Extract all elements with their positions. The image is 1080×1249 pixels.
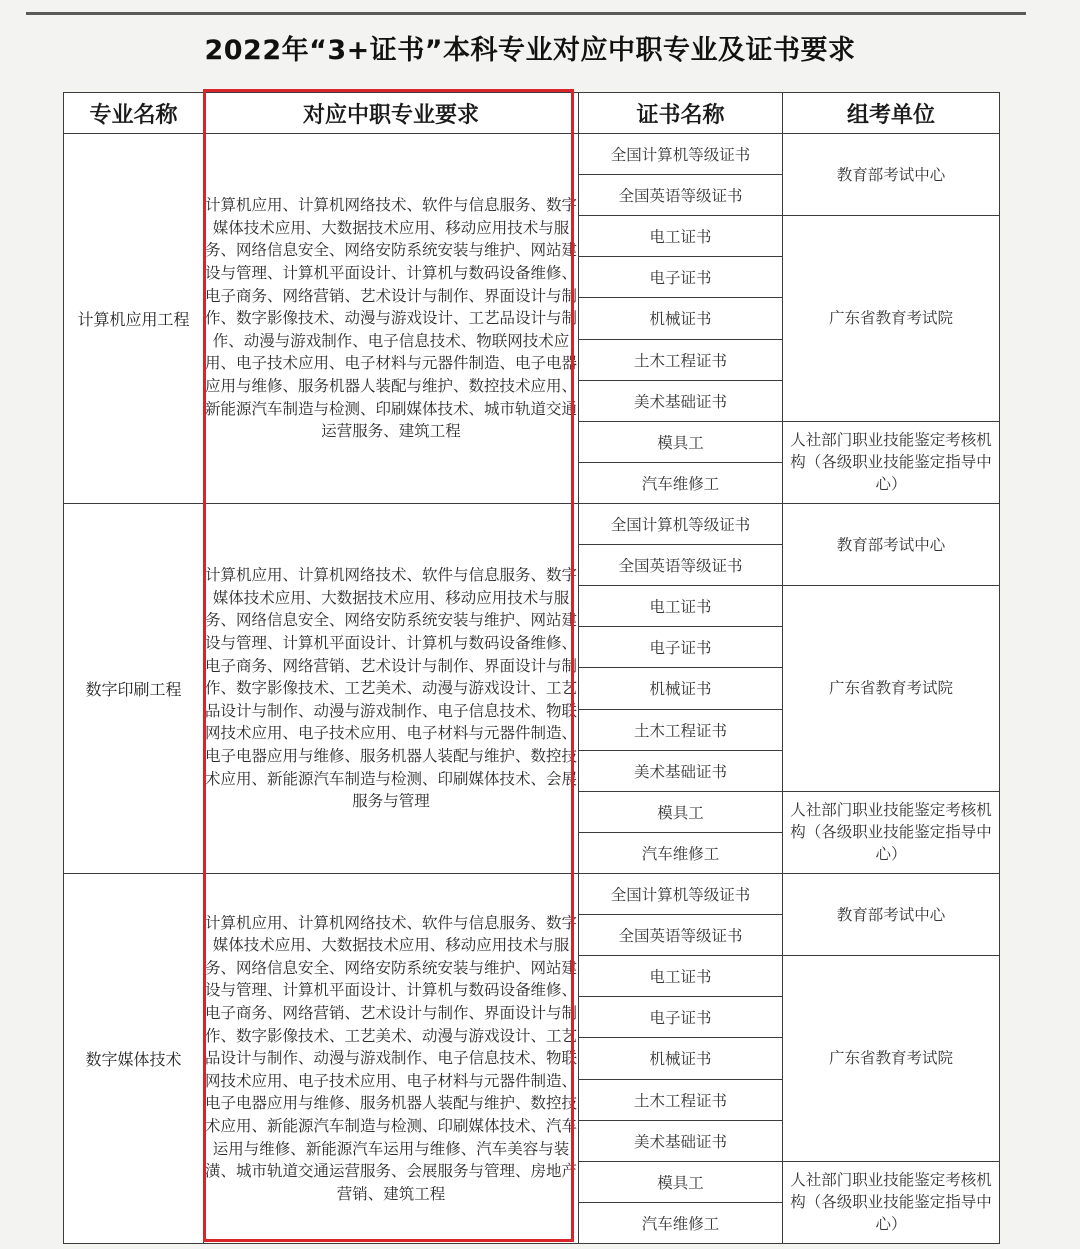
certificate-name: 电子证书 [579, 627, 783, 668]
certificate-name: 全国计算机等级证书 [579, 134, 783, 175]
certificate-name: 电工证书 [579, 216, 783, 257]
certificate-name: 美术基础证书 [579, 750, 783, 791]
requirements-table [63, 92, 1000, 1244]
major-name: 计算机应用工程 [64, 134, 204, 504]
major-name: 数字印刷工程 [64, 503, 204, 873]
certificate-name: 汽车维修工 [579, 832, 783, 873]
certificate-name: 电子证书 [579, 997, 783, 1038]
header-exam-unit: 组考单位 [783, 93, 1000, 134]
vocational-requirement: 计算机应用、计算机网络技术、软件与信息服务、数字媒体技术应用、大数据技术应用、移动应用技术与服务、网络信息安全、网络安防系统安装与维护、网站建设与管理、计算机平面设计、计算机与数码设备维修、电子商务、网络营销、艺术设计与制作、界面设计与制作、数字影像技术、动漫与游戏设计、工艺品设计与制作、动漫与游戏制作、电子信息技术、物联网技术应用、电子技术应用、电子材料与元器件制造、电子电器应用与维修、服务机器人装配与维护、数控技术应用、新能源汽车制造与检测、印刷媒体技术、城市轨道交通运营服务、建筑工程 [204, 134, 579, 504]
certificate-name: 土木工程证书 [579, 339, 783, 380]
certificate-name: 模具工 [579, 421, 783, 462]
certificate-name: 机械证书 [579, 668, 783, 709]
major-name: 数字媒体技术 [64, 873, 204, 1243]
certificate-name: 美术基础证书 [579, 380, 783, 421]
exam-unit: 人社部门职业技能鉴定考核机构（各级职业技能鉴定指导中心） [783, 421, 1000, 503]
table-row [64, 873, 1000, 914]
table-body [64, 134, 1000, 1244]
certificate-name: 全国计算机等级证书 [579, 503, 783, 544]
exam-unit: 广东省教育考试院 [783, 216, 1000, 422]
header-certificate: 证书名称 [579, 93, 783, 134]
certificate-name: 电工证书 [579, 956, 783, 997]
exam-unit: 教育部考试中心 [783, 134, 1000, 216]
table-row [64, 503, 1000, 544]
document-title: 2022年“3+证书”本科专业对应中职专业及证书要求 [204, 35, 856, 66]
certificate-name: 汽车维修工 [579, 1202, 783, 1243]
header-requirement: 对应中职专业要求 [204, 93, 579, 134]
certificate-name: 电子证书 [579, 257, 783, 298]
certificate-name: 土木工程证书 [579, 1079, 783, 1120]
certificate-name: 土木工程证书 [579, 709, 783, 750]
certificate-name: 模具工 [579, 791, 783, 832]
exam-unit: 教育部考试中心 [783, 503, 1000, 585]
vocational-requirement: 计算机应用、计算机网络技术、软件与信息服务、数字媒体技术应用、大数据技术应用、移动应用技术与服务、网络信息安全、网络安防系统安装与维护、网站建设与管理、计算机平面设计、计算机与数码设备维修、电子商务、网络营销、艺术设计与制作、界面设计与制作、数字影像技术、工艺美术、动漫与游戏设计、工艺品设计与制作、动漫与游戏制作、电子信息技术、物联网技术应用、电子技术应用、电子材料与元器件制造、电子电器应用与维修、服务机器人装配与维护、数控技术应用、新能源汽车制造与检测、印刷媒体技术、会展服务与管理 [204, 503, 579, 873]
header-major: 专业名称 [64, 93, 204, 134]
certificate-name: 汽车维修工 [579, 462, 783, 503]
exam-unit: 人社部门职业技能鉴定考核机构（各级职业技能鉴定指导中心） [783, 1161, 1000, 1243]
certificate-name: 电工证书 [579, 586, 783, 627]
certificate-name: 美术基础证书 [579, 1120, 783, 1161]
certificate-name: 机械证书 [579, 298, 783, 339]
certificate-name: 全国英语等级证书 [579, 545, 783, 586]
exam-unit: 人社部门职业技能鉴定考核机构（各级职业技能鉴定指导中心） [783, 791, 1000, 873]
top-divider [26, 12, 1026, 15]
certificate-name: 模具工 [579, 1161, 783, 1202]
certificate-name: 全国英语等级证书 [579, 175, 783, 216]
certificate-name: 全国英语等级证书 [579, 915, 783, 956]
exam-unit: 教育部考试中心 [783, 873, 1000, 955]
vocational-requirement: 计算机应用、计算机网络技术、软件与信息服务、数字媒体技术应用、大数据技术应用、移动应用技术与服务、网络信息安全、网络安防系统安装与维护、网站建设与管理、计算机平面设计、计算机与数码设备维修、电子商务、网络营销、艺术设计与制作、界面设计与制作、数字影像技术、工艺美术、动漫与游戏设计、工艺品设计与制作、动漫与游戏制作、电子信息技术、物联网技术应用、电子技术应用、电子材料与元器件制造、电子电器应用与维修、服务机器人装配与维护、数控技术应用、新能源汽车制造与检测、印刷媒体技术、汽车运用与维修、新能源汽车运用与维修、汽车美容与装潢、城市轨道交通运营服务、会展服务与管理、房地产营销、建筑工程 [204, 873, 579, 1243]
exam-unit: 广东省教育考试院 [783, 586, 1000, 792]
certificate-name: 全国计算机等级证书 [579, 873, 783, 914]
table-row [64, 134, 1000, 175]
exam-unit: 广东省教育考试院 [783, 956, 1000, 1162]
table-header-row [64, 93, 1000, 134]
certificate-name: 机械证书 [579, 1038, 783, 1079]
